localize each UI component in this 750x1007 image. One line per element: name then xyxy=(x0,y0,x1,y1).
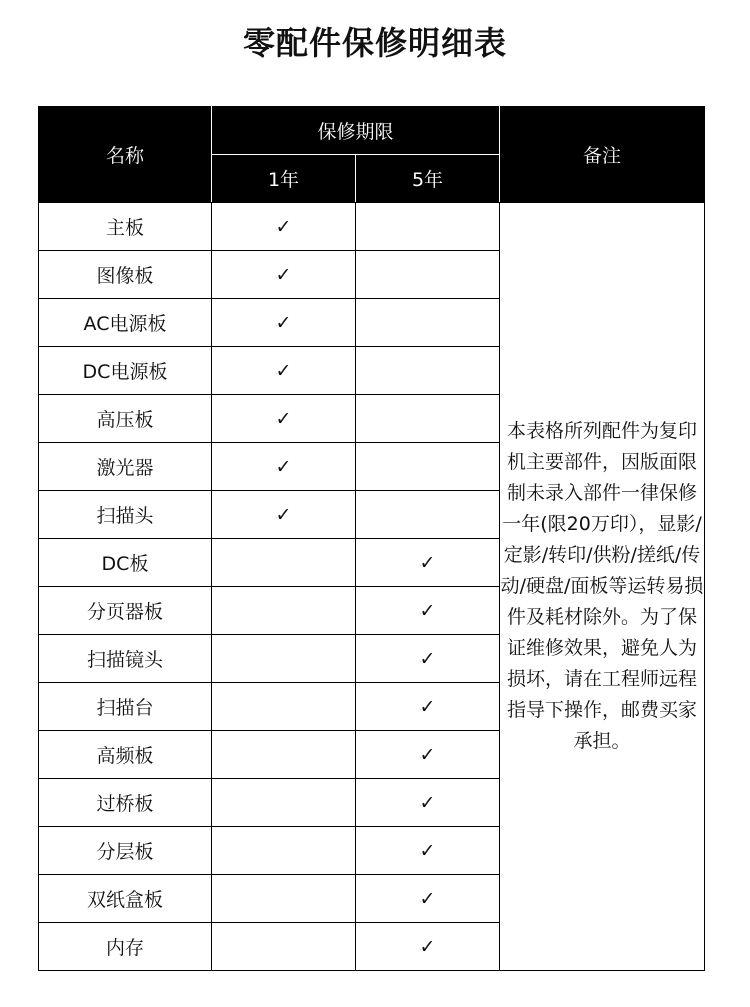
part-name: 主板 xyxy=(39,203,212,251)
part-name: 图像板 xyxy=(39,251,212,299)
check-5-year: ✓ xyxy=(356,731,500,779)
part-name: 过桥板 xyxy=(39,779,212,827)
check-1-year xyxy=(212,923,356,971)
header-remarks: 备注 xyxy=(500,107,705,203)
check-5-year xyxy=(356,491,500,539)
check-5-year: ✓ xyxy=(356,635,500,683)
check-5-year xyxy=(356,347,500,395)
remarks-text: 本表格所列配件为复印机主要部件，因版面限制未录入部件一律保修一年(限20万印），显影/定影/转印/供粉/搓纸/传动/硬盘/面板等运转易损件及耗材除外。为了保证维修效果，避免人为损坏，请在工程师远程指导下操作，邮费买家承担。 xyxy=(500,203,705,971)
check-5-year: ✓ xyxy=(356,779,500,827)
part-name: 分层板 xyxy=(39,827,212,875)
check-5-year: ✓ xyxy=(356,875,500,923)
header-1-year: 1年 xyxy=(212,155,356,203)
check-1-year: ✓ xyxy=(212,347,356,395)
check-1-year: ✓ xyxy=(212,299,356,347)
check-1-year xyxy=(212,827,356,875)
part-name: DC板 xyxy=(39,539,212,587)
part-name: 激光器 xyxy=(39,443,212,491)
part-name: DC电源板 xyxy=(39,347,212,395)
part-name: 扫描头 xyxy=(39,491,212,539)
page-title: 零配件保修明细表 xyxy=(242,24,507,62)
part-name: 分页器板 xyxy=(39,587,212,635)
table-row xyxy=(39,203,705,251)
check-5-year xyxy=(356,443,500,491)
check-5-year xyxy=(356,251,500,299)
header-5-year: 5年 xyxy=(356,155,500,203)
warranty-table xyxy=(38,106,705,971)
check-1-year xyxy=(212,683,356,731)
check-1-year xyxy=(212,779,356,827)
check-5-year: ✓ xyxy=(356,539,500,587)
check-5-year: ✓ xyxy=(356,923,500,971)
check-5-year xyxy=(356,299,500,347)
header-warranty-period: 保修期限 xyxy=(212,107,500,155)
part-name: 扫描镜头 xyxy=(39,635,212,683)
check-5-year xyxy=(356,395,500,443)
part-name: 双纸盒板 xyxy=(39,875,212,923)
check-1-year xyxy=(212,587,356,635)
check-1-year: ✓ xyxy=(212,395,356,443)
part-name: 高频板 xyxy=(39,731,212,779)
check-1-year xyxy=(212,635,356,683)
check-1-year: ✓ xyxy=(212,491,356,539)
check-1-year: ✓ xyxy=(212,443,356,491)
part-name: AC电源板 xyxy=(39,299,212,347)
check-1-year xyxy=(212,731,356,779)
part-name: 扫描台 xyxy=(39,683,212,731)
check-1-year xyxy=(212,539,356,587)
part-name: 高压板 xyxy=(39,395,212,443)
check-5-year xyxy=(356,203,500,251)
table-header xyxy=(39,107,705,203)
check-5-year: ✓ xyxy=(356,827,500,875)
table-body xyxy=(39,203,705,971)
part-name: 内存 xyxy=(39,923,212,971)
check-1-year: ✓ xyxy=(212,251,356,299)
header-name: 名称 xyxy=(39,107,212,203)
check-1-year: ✓ xyxy=(212,203,356,251)
check-1-year xyxy=(212,875,356,923)
check-5-year: ✓ xyxy=(356,587,500,635)
check-5-year: ✓ xyxy=(356,683,500,731)
